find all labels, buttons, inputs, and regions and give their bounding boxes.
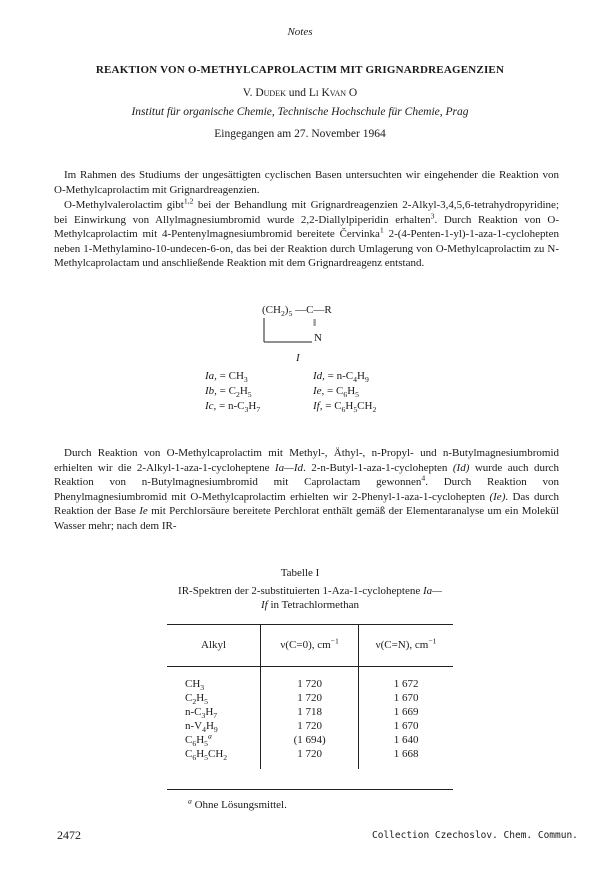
reference: 1: [379, 225, 384, 235]
cn-cell: 1 670: [359, 691, 453, 705]
alkyl-cell: $C_6H_5CH_2$: [185, 748, 228, 763]
double-bond: ‖: [313, 317, 317, 329]
column-header-cn: ν(C=N), $cm^{-1}$: [359, 624, 453, 667]
formula-top-line: $(CH_2)_5$ —C—R: [262, 304, 332, 319]
reference: 3: [430, 210, 435, 220]
table-row: [167, 705, 453, 719]
running-head: Notes: [287, 26, 313, 38]
cn-cell: 1 640: [359, 733, 453, 747]
substituent-if: If, = $C_6H_5CH_2$: [313, 400, 377, 415]
co-cell: 1 720: [261, 691, 359, 705]
page-number: 2472: [57, 828, 81, 842]
column-header-co: ν(C=0), $cm^{-1}$: [261, 624, 359, 667]
cn-cell: 1 672: [359, 667, 453, 692]
substituent-id: Id, = $n-C_4H_9$: [313, 370, 369, 385]
substituent-list: [205, 370, 465, 420]
cn-cell: 1 670: [359, 719, 453, 733]
table-row: [167, 747, 453, 769]
substituent-ie: Ie, = $C_6H_5$: [313, 385, 359, 400]
table-header-row: [167, 624, 453, 667]
reference: 1,2: [183, 196, 194, 206]
reference: 4: [421, 473, 426, 483]
ring-bond-lines: [262, 316, 342, 348]
column-header-alkyl: Alkyl: [167, 624, 261, 667]
substituent-ib: Ib, = $C_2H_5$: [205, 385, 252, 400]
table-row: [167, 733, 453, 747]
table-row: [167, 691, 453, 705]
paragraph-3: Durch Reaktion von O-Methylcaprolactim mit Methyl-, Äthyl-, n-Propyl- und n-Butylmagnesiumbromid erhielten wir die 2-Alkyl-1-aza-1-cycloheptene Ia—Id. 2-n-Butyl-1-aza-1-cyclohepten (Id) wurde auch durch Reaktion von n-Butylmagnesiumbromid mit Caprolactam gewonnen$^4$. Durch Reaktion von Phenylmagnesiumbromid mit O-Methylcaprolactim erhielten wir 2-Phenyl-1-aza-1-cyclohepten (Ie). Das durch Reaktion der Base Ie mit Perchlorsäure bereitete Perchlorat enthält gemäß der Elementaranalyse um ein Molekül Wasser mehr; nach dem IR-: [54, 447, 560, 532]
table-description: IR-Spektren der 2-substituierten 1-Aza-1-cycloheptene Ia—If in Tetrachlormethan: [178, 585, 442, 611]
co-cell: 1 720: [261, 719, 359, 733]
co-cell: 1 720: [261, 667, 359, 692]
author-2: Li Kvan O: [308, 87, 358, 99]
co-cell: 1 720: [261, 747, 359, 769]
authors: [0, 87, 600, 99]
alkyl-cell: $n-V_4H_9$: [185, 720, 218, 735]
author-conjunction: und: [288, 87, 306, 99]
received-date: Eingegangen am 27. November 1964: [214, 128, 386, 140]
cn-cell: 1 669: [359, 705, 453, 719]
author-1: V. Dudek: [242, 87, 286, 99]
journal-footer: Collection Czechoslov. Chem. Commun.: [372, 830, 578, 841]
nitrogen-atom: N: [314, 332, 322, 344]
alkyl-cell: $n-C_3H_7$: [185, 706, 218, 721]
paragraph-2: O-Methylvalerolactim gibt$^{1,2}$ bei der Behandlung mit Grignardreagenzien 2-Alkyl-3,4,5,6-tetrahydropyridine; bei Einwirkung von Allylmagnesiumbromid wurde 2,2-Diallylpiperidin erhalten$^3$. Durch Reaktion von O-Methylcaprolactim mit 4-Pentenylmagnesiumbromid bereitete Červinka$^1$ 2-(4-Penten-1-yl)-1-aza-1-cyclohepten neben 1-Methylamino-10-undecen-6-on, das bei der Reaktion durch Umlagerung von O-Methylcaprolactim zu N-Methylcaprolactam und anschließende Reaktion mit dem Grignardreagenz entstand.: [54, 196, 559, 269]
table-row: [167, 667, 453, 692]
ir-spectra-table: [167, 624, 453, 769]
paragraph-1: Im Rahmen des Studiums der ungesättigten cyclischen Basen untersuchten wir eingehender die Reaktion von O-Methylcaprolactim mit Grignardreagenzien.: [54, 169, 559, 196]
compound-label: I: [296, 352, 300, 364]
article-title: REAKTION VON O-METHYLCAPROLACTIM MIT GRIGNARDREAGENZIEN: [95, 64, 505, 76]
substituent-ic: Ic, = $n-C_3H_7$: [205, 400, 261, 415]
co-cell: 1 718: [261, 705, 359, 719]
co-cell: (1 694): [261, 733, 359, 747]
table-caption: Tabelle I: [280, 567, 320, 579]
footnote-mark: a: [207, 731, 212, 741]
table-footnote: $^a$ Ohne Lösungsmittel.: [188, 796, 287, 811]
alkyl-cell: $CH_3$: [185, 678, 205, 693]
cn-cell: 1 668: [359, 747, 453, 769]
alkyl-cell: $C_6H_5^a$: [185, 731, 212, 749]
substituent-ia: Ia, = $CH_3$: [205, 370, 248, 385]
institution: Institut für organische Chemie, Technische Hochschule für Chemie, Prag: [131, 106, 469, 118]
alkyl-cell: $C_2H_5$: [185, 692, 208, 707]
